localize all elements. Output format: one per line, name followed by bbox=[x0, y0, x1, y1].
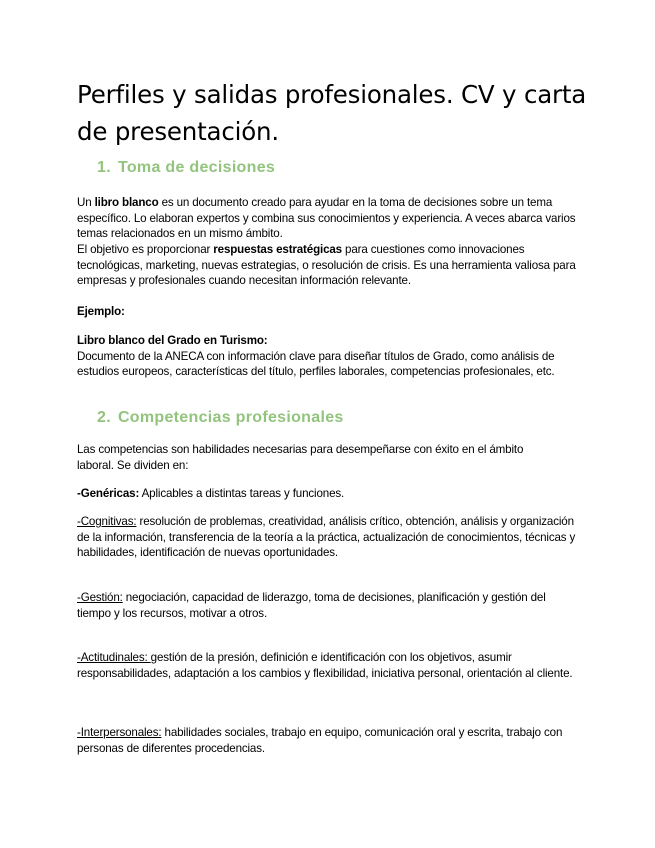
bold-label: Ejemplo: bbox=[77, 305, 125, 318]
text-span: Aplicables a distintas tareas y funciones. bbox=[139, 487, 345, 500]
bold-label: Genéricas: bbox=[80, 487, 140, 500]
text-span: habilidades sociales, trabajo en equipo, comunicación oral y escrita, trabajo con personas de diferentes procedencias. bbox=[77, 726, 563, 755]
competency-item-actitudinales bbox=[77, 650, 582, 681]
example-title: Libro blanco del Grado en Turismo: bbox=[77, 334, 268, 347]
bold-term: respuestas estratégicas bbox=[213, 243, 342, 256]
competency-item-gestion bbox=[77, 590, 582, 621]
underlined-label: -Interpersonales: bbox=[77, 726, 162, 739]
text-span: Un bbox=[77, 196, 95, 209]
section-title: Toma de decisiones bbox=[117, 159, 276, 176]
text-span: negociación, capacidad de liderazgo, toma de decisiones, planificación y gestión del tiempo y los recursos, motivar a otros. bbox=[77, 591, 546, 620]
example-label bbox=[77, 304, 582, 320]
libro-blanco-definition bbox=[77, 195, 582, 242]
text-span: resolución de problemas, creatividad, análisis crítico, obtención, análisis y organización de la información, transferencia de la teoría a la práctica, actualización de conocimientos, técnicas y habilidades, identificación de nuevas oportunidades. bbox=[77, 515, 576, 560]
section-number: 1. bbox=[97, 159, 111, 176]
underlined-label: -Cognitivas: bbox=[77, 515, 137, 528]
text-span: El objetivo es proporcionar bbox=[77, 243, 214, 256]
section-heading-toma-decisiones bbox=[97, 158, 275, 178]
competencias-intro: Las competencias son habilidades necesarias para desempeñarse con éxito en el ámbito laboral. Se dividen en: bbox=[77, 443, 524, 472]
example-text: Documento de la ANECA con información clave para diseñar títulos de Grado, como análisis de estudios europeos, características del título, perfiles laborales, competencias profesionales, etc. bbox=[77, 349, 555, 379]
underlined-label: -Gestión: bbox=[77, 591, 123, 604]
section-heading-competencias bbox=[97, 408, 344, 428]
bold-term: libro blanco bbox=[94, 196, 159, 209]
section-number: 2. bbox=[97, 409, 111, 426]
genericas-item bbox=[77, 486, 582, 502]
libro-blanco-objective bbox=[77, 242, 582, 289]
example-block bbox=[77, 333, 582, 380]
text-span: es un documento creado para ayudar en la toma de decisiones sobre un tema específico. Lo elaboran expertos y combina sus conocimientos y experiencia. A veces abarca varios temas relacionados en un mismo ámbito. bbox=[77, 196, 576, 241]
section-title: Competencias profesionales bbox=[117, 409, 344, 426]
underlined-label: -Actitudinales: bbox=[77, 651, 151, 664]
competency-item-cognitivas bbox=[77, 514, 582, 561]
competency-item-interpersonales bbox=[77, 725, 582, 756]
text-span: para cuestiones como innovaciones tecnológicas, marketing, nuevas estrategias, o resolución de crisis. Es una herramienta valiosa para empresas y profesionales cuando necesitan información relevante. bbox=[77, 243, 576, 288]
page-title: Perfiles y salidas profesionales. CV y carta de presentación. bbox=[77, 80, 587, 146]
text-span: gestión de la presión, definición e identificación con los objetivos, asumir responsabilidades, adaptación a los cambios y flexibilidad, iniciativa personal, orientación al cliente. bbox=[77, 651, 573, 680]
dash: - bbox=[77, 487, 81, 500]
